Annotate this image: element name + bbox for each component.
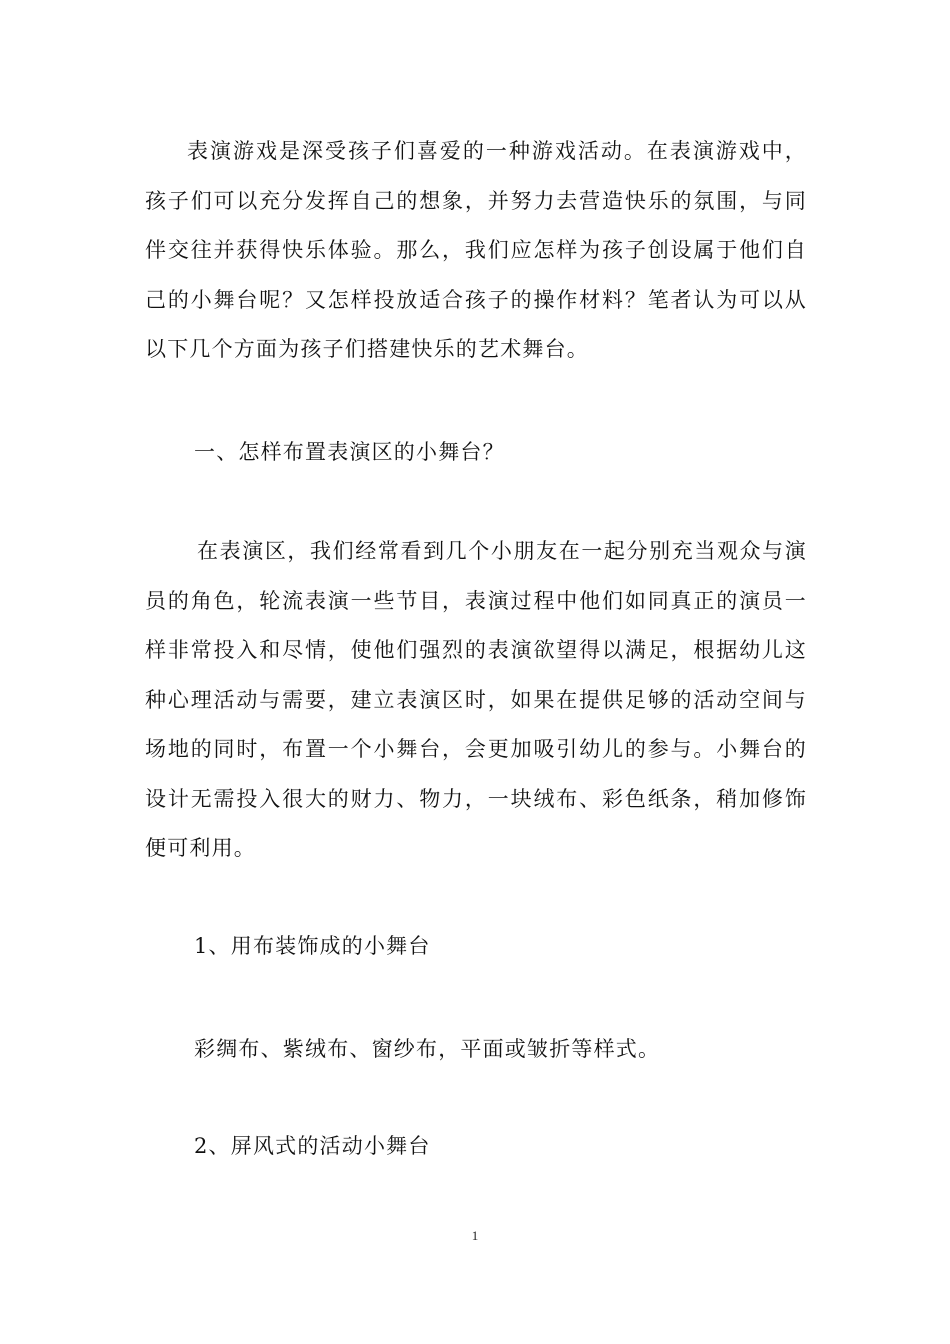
item-one-heading: 1、用布装饰成的小舞台: [194, 934, 431, 958]
section-one-heading: 一、怎样布置表演区的小舞台？: [194, 440, 505, 464]
item-two-heading: 2、屏风式的活动小舞台: [194, 1134, 431, 1158]
section-one-paragraph: 在表演区，我们经常看到几个小朋友在一起分别充当观众与演员的角色，轮流表演一些节目，表演过程中他们如同真正的演员一样非常投入和尽情，使他们强烈的表演欲望得以满足，根据幼儿这种心理活动与需要，建立表演区时，如果在提供足够的活动空间与场地的同时，布置一个小舞台，会更加吸引幼儿的参与。小舞台的设计无需投入很大的财力、物力，一块绒布、彩色纸条，稍加修饰便可利用。: [145, 539, 807, 860]
intro-paragraph: 表演游戏是深受孩子们喜爱的一种游戏活动。在表演游戏中，孩子们可以充分发挥自己的想象，并努力去营造快乐的氛围，与同伴交往并获得快乐体验。那么，我们应怎样为孩子创设属于他们自己的小舞台呢？又怎样投放适合孩子的操作材料？笔者认为可以从以下几个方面为孩子们搭建快乐的艺术舞台。: [145, 139, 807, 361]
item-one-text: 彩绸布、紫绒布、窗纱布，平面或皱折等样式。: [194, 1037, 661, 1061]
page-number: 1: [471, 1228, 479, 1243]
